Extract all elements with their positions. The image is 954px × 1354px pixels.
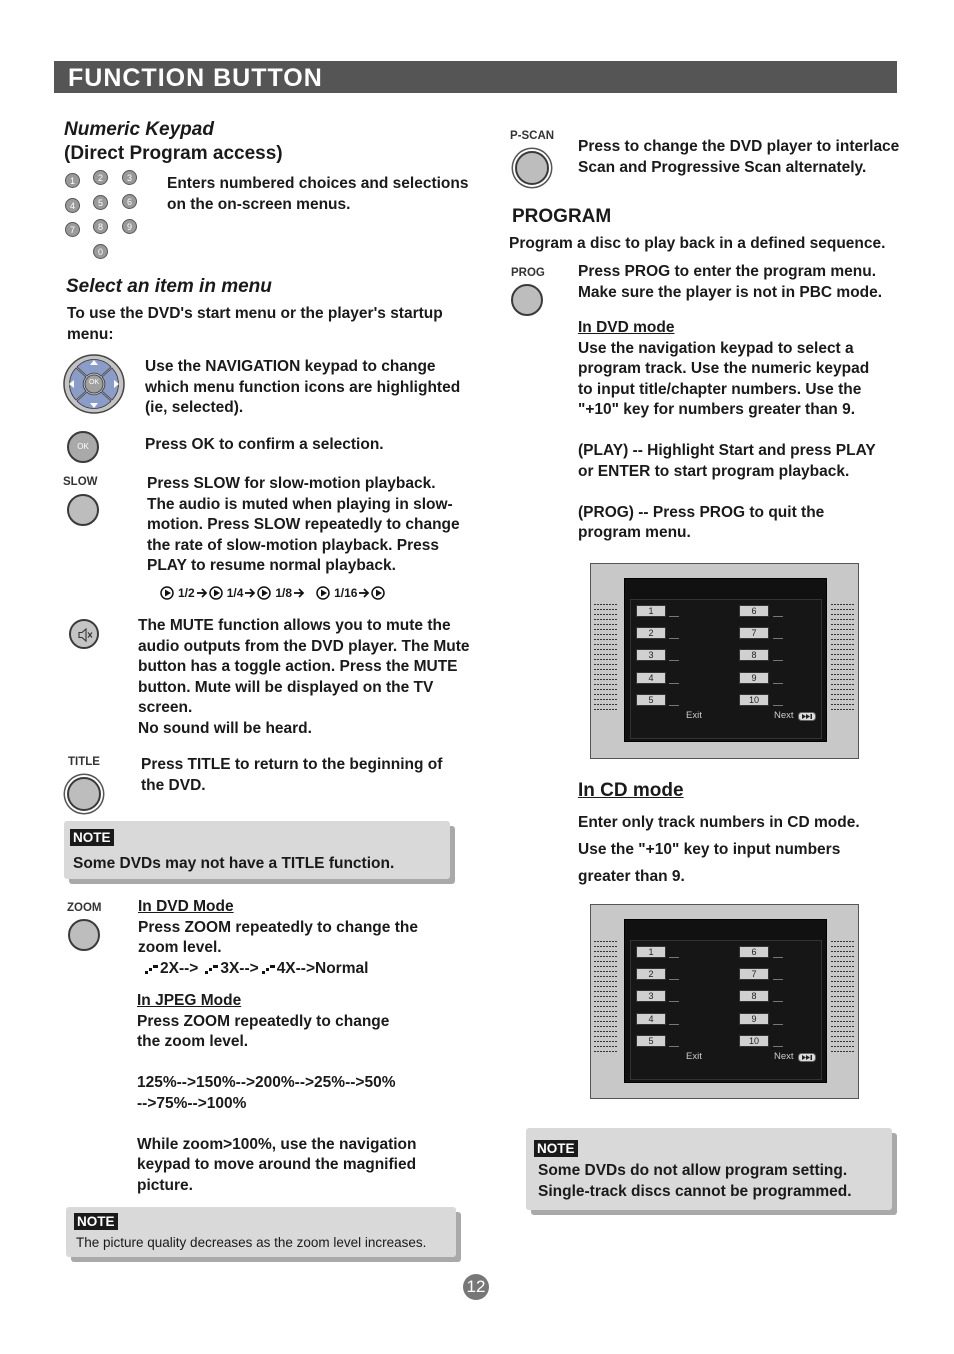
slow-button-icon[interactable] bbox=[67, 494, 99, 526]
program-slot[interactable]: 6 bbox=[739, 946, 769, 958]
program-slot[interactable]: 2 bbox=[636, 968, 666, 980]
program-slot[interactable]: 1 bbox=[636, 605, 666, 617]
title-label: TITLE bbox=[68, 756, 100, 768]
note-tag: NOTE bbox=[74, 1213, 118, 1230]
ok-button-label: OK bbox=[77, 442, 89, 451]
program-dvd-mode: In DVD mode Use the navigation keypad to select a program track. Use the numeric keypad to input title/chapter numbers. Use the "+10" key for numbers greater than 9. (PLAY) -- Highlight Start and press PLAY or ENTER to start program playback. (PROG) -- Press PROG to quit the program menu. bbox=[578, 319, 876, 541]
play-slow-icon bbox=[316, 586, 334, 600]
keypad-key-9[interactable]: 9 bbox=[122, 219, 137, 234]
slow-rate: 1/2 bbox=[178, 586, 195, 600]
numeric-keypad-subheading: (Direct Program access) bbox=[64, 143, 283, 164]
note-title-function bbox=[64, 821, 450, 879]
screen-next-button[interactable]: Next bbox=[774, 1051, 794, 1062]
program-slot[interactable]: 5 bbox=[636, 694, 666, 706]
screen-tick-column bbox=[594, 941, 618, 1056]
program-slot[interactable]: 8 bbox=[739, 649, 769, 661]
prog-label: PROG bbox=[511, 267, 545, 279]
navigation-description: Use the NAVIGATION keypad to change which menu function icons are highlighted (ie, selected). bbox=[145, 358, 461, 416]
select-item-heading: Select an item in menu bbox=[66, 276, 272, 297]
numeric-keypad-description: Enters numbered choices and selections on the on-screen menus. bbox=[167, 175, 469, 213]
zoom-steps-icon bbox=[144, 963, 160, 975]
keypad-key-5[interactable]: 5 bbox=[93, 195, 108, 210]
program-menu-screen-dvd bbox=[590, 563, 859, 759]
speaker-mute-icon bbox=[77, 627, 93, 643]
zoom-label: ZOOM bbox=[67, 902, 102, 914]
program-slot[interactable]: 4 bbox=[636, 1013, 666, 1025]
mute-description: The MUTE function allows you to mute the audio outputs from the DVD player. The Mute button has a toggle action. Press the MUTE button. Mute will be displayed on the TV screen. No sound will be heard. bbox=[138, 617, 470, 737]
program-menu-screen-cd bbox=[590, 904, 859, 1099]
keypad-key-6[interactable]: 6 bbox=[122, 194, 137, 209]
arrow-right-icon bbox=[292, 587, 306, 599]
pscan-button-icon[interactable] bbox=[515, 151, 549, 185]
program-grid bbox=[630, 940, 822, 1080]
prog-button-icon[interactable] bbox=[511, 284, 543, 316]
mute-button-icon[interactable] bbox=[69, 619, 99, 649]
select-item-intro: To use the DVD's start menu or the player's startup menu: bbox=[67, 305, 443, 343]
note-text: Some DVDs do not allow program setting. Single-track discs cannot be programmed. bbox=[538, 1162, 852, 1200]
program-subtitle: Program a disc to play back in a defined sequence. bbox=[509, 235, 886, 252]
program-slot[interactable]: 3 bbox=[636, 990, 666, 1002]
zoom-button-icon[interactable] bbox=[68, 919, 100, 951]
zoom-steps-icon bbox=[204, 963, 220, 975]
program-slot[interactable]: 6 bbox=[739, 605, 769, 617]
slow-label: SLOW bbox=[63, 476, 98, 488]
ok-button-icon[interactable] bbox=[67, 431, 99, 463]
page-header bbox=[54, 61, 897, 93]
play-slow-icon bbox=[209, 586, 227, 600]
program-slot[interactable]: 9 bbox=[739, 672, 769, 684]
screen-inner bbox=[624, 578, 827, 742]
program-slot[interactable]: 7 bbox=[739, 627, 769, 639]
slow-rate: 1/8 bbox=[275, 586, 293, 600]
note-program-setting bbox=[526, 1128, 892, 1210]
note-zoom-quality bbox=[66, 1207, 456, 1257]
keypad-key-3[interactable]: 3 bbox=[122, 170, 137, 185]
arrow-right-icon bbox=[243, 587, 257, 599]
keypad-key-4[interactable]: 4 bbox=[65, 198, 80, 213]
program-heading: PROGRAM bbox=[512, 206, 612, 227]
program-slot[interactable]: 9 bbox=[739, 1013, 769, 1025]
note-text: Some DVDs may not have a TITLE function. bbox=[73, 855, 395, 872]
navigation-keypad-icon[interactable] bbox=[63, 354, 125, 414]
play-slow-icon bbox=[257, 586, 275, 600]
note-tag: NOTE bbox=[534, 1140, 578, 1157]
keypad-key-2[interactable]: 2 bbox=[93, 170, 108, 185]
note-tag: NOTE bbox=[70, 829, 114, 846]
play-icon bbox=[371, 586, 387, 600]
program-slot[interactable]: 10 bbox=[739, 1035, 769, 1047]
screen-next-button[interactable]: Next bbox=[774, 710, 794, 721]
program-slot[interactable]: 8 bbox=[739, 990, 769, 1002]
slow-rate: 1/16 bbox=[334, 586, 358, 600]
slow-rate: 1/4 bbox=[226, 586, 244, 600]
screen-tick-column bbox=[831, 941, 855, 1056]
program-slot[interactable]: 5 bbox=[636, 1035, 666, 1047]
program-slot[interactable]: 7 bbox=[739, 968, 769, 980]
cd-mode-heading: In CD mode bbox=[578, 780, 684, 801]
nav-ok-label: OK bbox=[88, 379, 100, 386]
arrow-right-icon bbox=[195, 587, 209, 599]
program-slot[interactable]: 4 bbox=[636, 672, 666, 684]
screen-exit-button[interactable]: Exit bbox=[686, 710, 702, 721]
pscan-label: P-SCAN bbox=[510, 130, 555, 142]
title-description: Press TITLE to return to the beginning of the DVD. bbox=[141, 756, 443, 794]
arrow-right-icon bbox=[357, 587, 371, 599]
keypad-key-1[interactable]: 1 bbox=[65, 173, 80, 188]
zoom-dvd-section: In DVD Mode Press ZOOM repeatedly to change the zoom level. 2X--> 3X--> 4X-->Normal bbox=[138, 898, 418, 977]
zoom-steps-icon bbox=[261, 963, 277, 975]
keypad-key-8[interactable]: 8 bbox=[93, 219, 108, 234]
pscan-description: Press to change the DVD player to interlace Scan and Progressive Scan alternately. bbox=[578, 138, 900, 176]
screen-tick-column bbox=[831, 604, 855, 714]
prog-description: Press PROG to enter the program menu. Make sure the player is not in PBC mode. bbox=[578, 263, 883, 301]
screen-exit-button[interactable]: Exit bbox=[686, 1051, 702, 1062]
program-slot[interactable]: 1 bbox=[636, 946, 666, 958]
ok-description: Press OK to confirm a selection. bbox=[145, 436, 384, 453]
page-title: FUNCTION BUTTON bbox=[68, 64, 323, 92]
next-skip-icon bbox=[798, 1053, 816, 1062]
slow-description: Press SLOW for slow-motion playback. The audio is muted when playing in slow- motion. Press SLOW repeatedly to change the rate of slow-motion playback. Press PLAY to resume normal playback. bbox=[147, 475, 460, 574]
program-grid bbox=[630, 599, 822, 739]
next-skip-icon bbox=[798, 712, 816, 721]
slow-sequence bbox=[160, 585, 387, 601]
cd-mode-description: Enter only track numbers in CD mode. Use the "+10" key to input numbers greater than 9. bbox=[578, 814, 860, 885]
program-slot[interactable]: 3 bbox=[636, 649, 666, 661]
numeric-keypad-heading: Numeric Keypad bbox=[64, 119, 214, 140]
program-slot[interactable]: 2 bbox=[636, 627, 666, 639]
title-button-icon[interactable] bbox=[67, 777, 101, 811]
keypad-key-7[interactable]: 7 bbox=[65, 222, 80, 237]
screen-inner bbox=[624, 919, 827, 1083]
note-text: The picture quality decreases as the zoom level increases. bbox=[76, 1235, 427, 1250]
program-slot[interactable]: 10 bbox=[739, 694, 769, 706]
page-number: 12 bbox=[463, 1274, 489, 1300]
keypad-key-0[interactable]: 0 bbox=[93, 244, 108, 259]
zoom-jpeg-section: In JPEG Mode Press ZOOM repeatedly to change the zoom level. 125%-->150%-->200%-->25%-->50% -->75%-->100% While zoom>100%, use the navigation keypad to move around the magnified picture. bbox=[137, 992, 417, 1194]
play-slow-icon bbox=[160, 586, 178, 600]
screen-tick-column bbox=[594, 604, 618, 714]
